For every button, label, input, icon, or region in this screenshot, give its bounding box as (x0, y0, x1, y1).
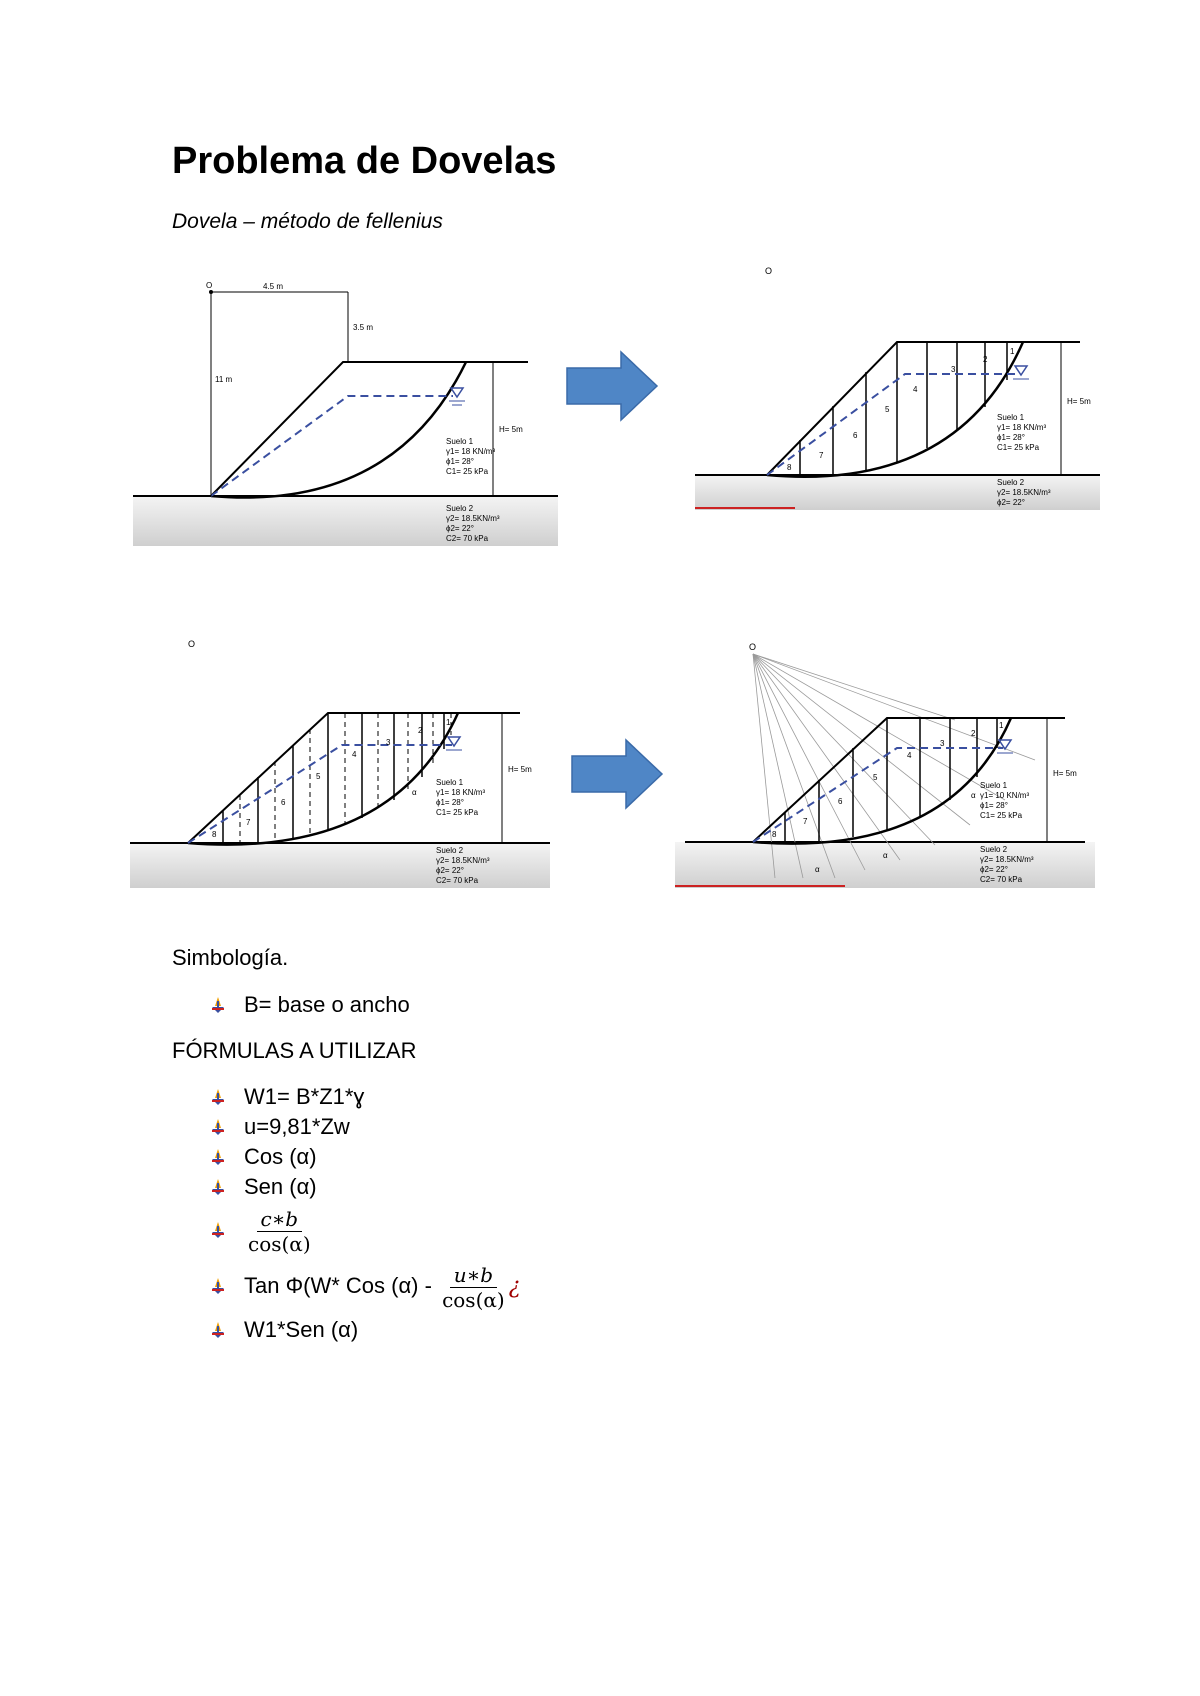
center-label: O (206, 282, 213, 290)
formula-driving: W1*Sen (α) (244, 1317, 359, 1342)
soil2-line: Suelo 2 (997, 478, 1025, 487)
slice-number: 4 (907, 751, 912, 760)
formulas-list (210, 1082, 520, 1345)
slice-number: 5 (873, 773, 878, 782)
slice-number: 5 (885, 405, 890, 414)
slice-number: 4 (913, 385, 918, 394)
soil2-line: C2= 70 kPa (436, 876, 479, 885)
alpha-label: α (883, 851, 888, 860)
soil1-line: ϕ1= 28° (446, 457, 474, 466)
arrow-bullet-icon (210, 1179, 226, 1195)
soil1-line: γ1= 10 KN/m³ (980, 791, 1030, 800)
slope-figure-slices (695, 262, 1100, 512)
soil1-line: γ1= 18 KN/m³ (997, 423, 1047, 432)
dim-top: 4.5 m (263, 282, 284, 291)
soil1-line: Suelo 1 (997, 413, 1025, 422)
dim-left: 11 m (215, 375, 233, 384)
arrow-bullet-icon (210, 1278, 226, 1294)
formula-pore-pressure: u=9,81*Zw (244, 1114, 350, 1139)
soil1-line: Suelo 1 (980, 781, 1008, 790)
center-label: O (188, 639, 196, 649)
soil2-line: γ2= 18.5KN/m³ (997, 488, 1051, 497)
slice-number: 1 (999, 721, 1004, 730)
slice-number: 6 (281, 798, 286, 807)
arrow-right-icon (570, 738, 665, 810)
slice-number: 6 (853, 431, 858, 440)
formula-pore-fraction (438, 1263, 509, 1312)
soil1-line: C1= 25 kPa (997, 443, 1040, 452)
soil2-line: ϕ2= 22° (436, 866, 464, 875)
formula-cohesion-fraction (244, 1207, 315, 1256)
slice-number: 2 (983, 355, 988, 364)
height-label: H= 5m (1053, 769, 1077, 778)
soil2-line: C2= 70 kPa (446, 534, 489, 543)
symbology-item: B= base o ancho (244, 992, 410, 1017)
page-title: Problema de Dovelas (172, 140, 557, 182)
slice-number: 2 (971, 729, 976, 738)
slice-number: 7 (246, 818, 251, 827)
soil2-line: Suelo 2 (980, 845, 1008, 854)
slice-number: 1 (446, 718, 451, 727)
height-label: H= 5m (499, 425, 523, 434)
slice-number: 5 (316, 772, 321, 781)
slice-number: 8 (772, 830, 777, 839)
formula-friction-suffix: ¿ (508, 1274, 521, 1299)
fraction-denominator: cos(α) (442, 1287, 505, 1312)
soil2-line: ϕ2= 22° (997, 498, 1025, 507)
list-item (210, 1142, 520, 1172)
arrow-bullet-icon (210, 997, 226, 1013)
list-item (210, 1172, 520, 1202)
slice-number: 1 (1010, 347, 1015, 356)
formula-friction-prefix: Tan Φ(W* Cos (α) - (244, 1273, 439, 1298)
slice-number: 8 (212, 830, 217, 839)
soil2-line: Suelo 2 (446, 504, 474, 513)
ground-strata (130, 843, 550, 888)
height-label: H= 5m (508, 765, 532, 774)
arrow-bullet-icon (210, 1149, 226, 1165)
slice-number: 4 (352, 750, 357, 759)
soil1-line: Suelo 1 (446, 437, 474, 446)
slope-figure-radial-lines (675, 640, 1095, 890)
soil2-line: ϕ2= 22° (446, 524, 474, 533)
slice-number: 6 (838, 797, 843, 806)
soil2-line: ϕ2= 22° (980, 865, 1008, 874)
soil1-line: γ1= 18 KN/m³ (436, 788, 486, 797)
slice-number: 3 (940, 739, 945, 748)
slope-figure-original (133, 282, 558, 546)
list-item (210, 1315, 520, 1345)
arrow-bullet-icon (210, 1322, 226, 1338)
symbology-list (210, 990, 410, 1020)
list-item (210, 990, 410, 1020)
arrow-bullet-icon (210, 1089, 226, 1105)
dim-right: 3.5 m (353, 323, 374, 332)
soil1-line: C1= 25 kPa (980, 811, 1023, 820)
soil2-line: γ2= 18.5KN/m³ (446, 514, 500, 523)
soil1-line: Suelo 1 (436, 778, 464, 787)
center-label: O (749, 642, 757, 652)
soil1-line: ϕ1= 28° (997, 433, 1025, 442)
slope-figure-dashed-slices (130, 635, 550, 890)
slice-number: 7 (819, 451, 824, 460)
arrow-bullet-icon (210, 1222, 226, 1238)
formula-cos: Cos (α) (244, 1144, 317, 1169)
soil2-line: γ2= 18.5KN/m³ (436, 856, 490, 865)
fraction-numerator: u∗b (450, 1263, 497, 1288)
soil2-line: C2= 70 kPa (980, 875, 1023, 884)
arrow-bullet-icon (210, 1119, 226, 1135)
list-item (210, 1202, 520, 1258)
list-item (210, 1258, 520, 1315)
center-label: O (765, 266, 773, 276)
symbology-title: Simbología. (172, 945, 289, 970)
soil1-line: ϕ1= 28° (436, 798, 464, 807)
slice-number: 2 (418, 726, 423, 735)
soil1-line: C1= 25 kPa (446, 467, 489, 476)
ground-strata (675, 842, 1095, 888)
formula-weight: W1= B*Z1*ɣ (244, 1084, 365, 1109)
soil2-line: γ2= 18.5KN/m³ (980, 855, 1034, 864)
alpha-label: α (412, 788, 417, 797)
slice-number: 8 (787, 463, 792, 472)
formula-sen: Sen (α) (244, 1174, 317, 1199)
slice-number: 7 (803, 817, 808, 826)
fraction-numerator: c∗b (257, 1207, 303, 1232)
soil1-line: C1= 25 kPa (436, 808, 479, 817)
page-subtitle: Dovela – método de fellenius (172, 210, 443, 233)
water-table-icon (1015, 366, 1027, 375)
soil1-line: ϕ1= 28° (980, 801, 1008, 810)
height-label: H= 5m (1067, 397, 1091, 406)
alpha-label: α (971, 791, 976, 800)
list-item (210, 1112, 520, 1142)
soil2-line: Suelo 2 (436, 846, 464, 855)
slice-number: 3 (951, 365, 956, 374)
soil1-line: γ1= 18 KN/m³ (446, 447, 496, 456)
list-item (210, 1082, 520, 1112)
arrow-right-icon (565, 350, 660, 422)
formulas-title: FÓRMULAS A UTILIZAR (172, 1038, 417, 1063)
slice-number: 3 (386, 738, 391, 747)
alpha-label: α (815, 865, 820, 874)
fraction-denominator: cos(α) (248, 1231, 311, 1256)
